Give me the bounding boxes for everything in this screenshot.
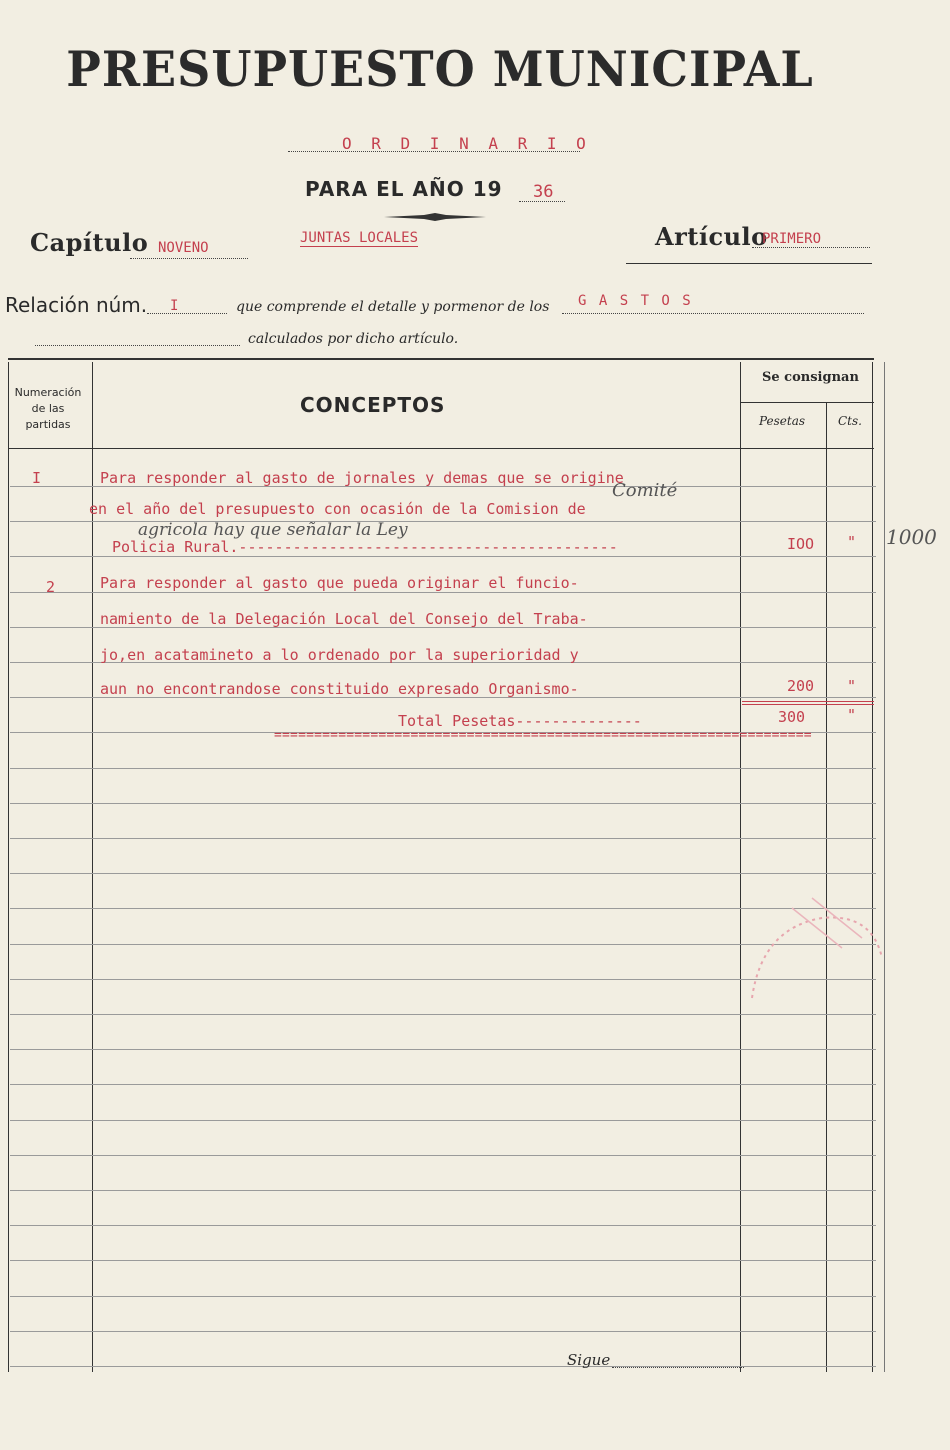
table-outer-margin (884, 362, 885, 1372)
year-value: 36 (533, 182, 554, 202)
budget-type: O R D I N A R I O (342, 134, 591, 153)
entry-1-cts: " (847, 533, 857, 551)
entry-2-line-3: jo,en acatamineto a lo ordenado por la superioridad y (100, 646, 579, 664)
relacion-number-line (147, 313, 227, 314)
ruled-line (10, 1190, 876, 1191)
relacion-label: Relación núm. (5, 293, 148, 317)
table-left-border (8, 362, 9, 1372)
relacion-line2 (35, 345, 240, 346)
column-divider-cts (826, 402, 827, 1372)
section-value: JUNTAS LOCALES (300, 230, 419, 246)
page-title: PRESUPUESTO MUNICIPAL (66, 40, 814, 98)
ruled-line (10, 1296, 876, 1297)
total-pesetas: 300 (778, 708, 806, 726)
header-conceptos: CONCEPTOS (300, 393, 446, 417)
consignan-divider (740, 402, 874, 403)
handwritten-correction-line: agricola hay que señalar la Ley (138, 520, 408, 540)
total-cts: " (847, 706, 857, 724)
relacion-text2: calculados por dicho artículo. (248, 331, 459, 347)
entry-1-line-2: en el año del presupuesto con ocasión de la Comision de (89, 500, 586, 518)
entry-2-line-4: aun no encontrandose constituido expresado Organismo- (100, 680, 579, 698)
sigue-line (612, 1367, 744, 1368)
articulo-underline (626, 263, 872, 264)
header-numeracion: Numeración de las partidas (14, 386, 82, 431)
articulo-line (752, 247, 870, 248)
ruled-line (10, 1331, 876, 1332)
table-right-border (872, 362, 873, 1372)
relacion-tipo: G A S T O S (578, 293, 693, 309)
ruled-line (10, 1049, 876, 1050)
faint-stamp-mark (732, 888, 892, 1028)
relacion-tipo-line (562, 313, 864, 314)
entry-2-line-1: Para responder al gasto que pueda originar el funcio- (100, 574, 579, 592)
ruled-line (10, 1366, 876, 1367)
column-divider-pesetas (740, 362, 741, 1372)
ruled-line (10, 1084, 876, 1085)
entry-2-cts: " (847, 677, 857, 695)
flourish-ornament (384, 213, 486, 221)
entry-1-number: I (32, 469, 42, 487)
entry-2-pesetas: 200 (787, 677, 815, 695)
ruled-line (10, 1260, 876, 1261)
entry-1-line-3: Policia Rural.------------------------------------------ (112, 538, 618, 556)
sigue-label: Sigue (567, 1351, 611, 1369)
ruled-line (10, 803, 876, 804)
relacion-value: I (170, 298, 179, 314)
total-rule-1 (742, 701, 874, 702)
entry-1-line-1: Para responder al gasto de jornales y demas que se origine (100, 469, 624, 487)
entry-1-pesetas: IOO (787, 535, 815, 553)
relacion-text: que comprende el detalle y pormenor de los (236, 299, 550, 315)
ruled-line (10, 1225, 876, 1226)
header-se-consignan: Se consignan (762, 370, 859, 385)
ruled-line (10, 1120, 876, 1121)
header-cts: Cts. (838, 414, 862, 428)
capitulo-label: Capítulo (30, 228, 149, 257)
ruled-line (10, 556, 876, 557)
articulo-value: PRIMERO (762, 231, 822, 247)
ruled-line (10, 1155, 876, 1156)
handwritten-correction-above: Comité (612, 480, 678, 501)
header-pesetas: Pesetas (759, 414, 806, 428)
entry-2-line-2: namiento de la Delegación Local del Consejo del Traba- (100, 610, 588, 628)
ruled-line (10, 768, 876, 769)
ruled-line (10, 873, 876, 874)
total-label: Total Pesetas-------------- (398, 712, 642, 730)
ruled-line (10, 838, 876, 839)
capitulo-line (130, 258, 248, 259)
budget-type-line (288, 151, 580, 152)
capitulo-value: NOVENO (158, 240, 209, 256)
total-double-rule: =================================================================== (274, 728, 812, 743)
total-rule-2 (742, 704, 874, 705)
header-bottom-rule (8, 448, 874, 449)
year-label: PARA EL AÑO 19 (305, 177, 503, 201)
entry-2-number: 2 (46, 578, 56, 596)
articulo-label: Artículo (655, 222, 768, 251)
handwritten-margin-note: 1000 (886, 525, 937, 549)
year-line (519, 201, 565, 202)
